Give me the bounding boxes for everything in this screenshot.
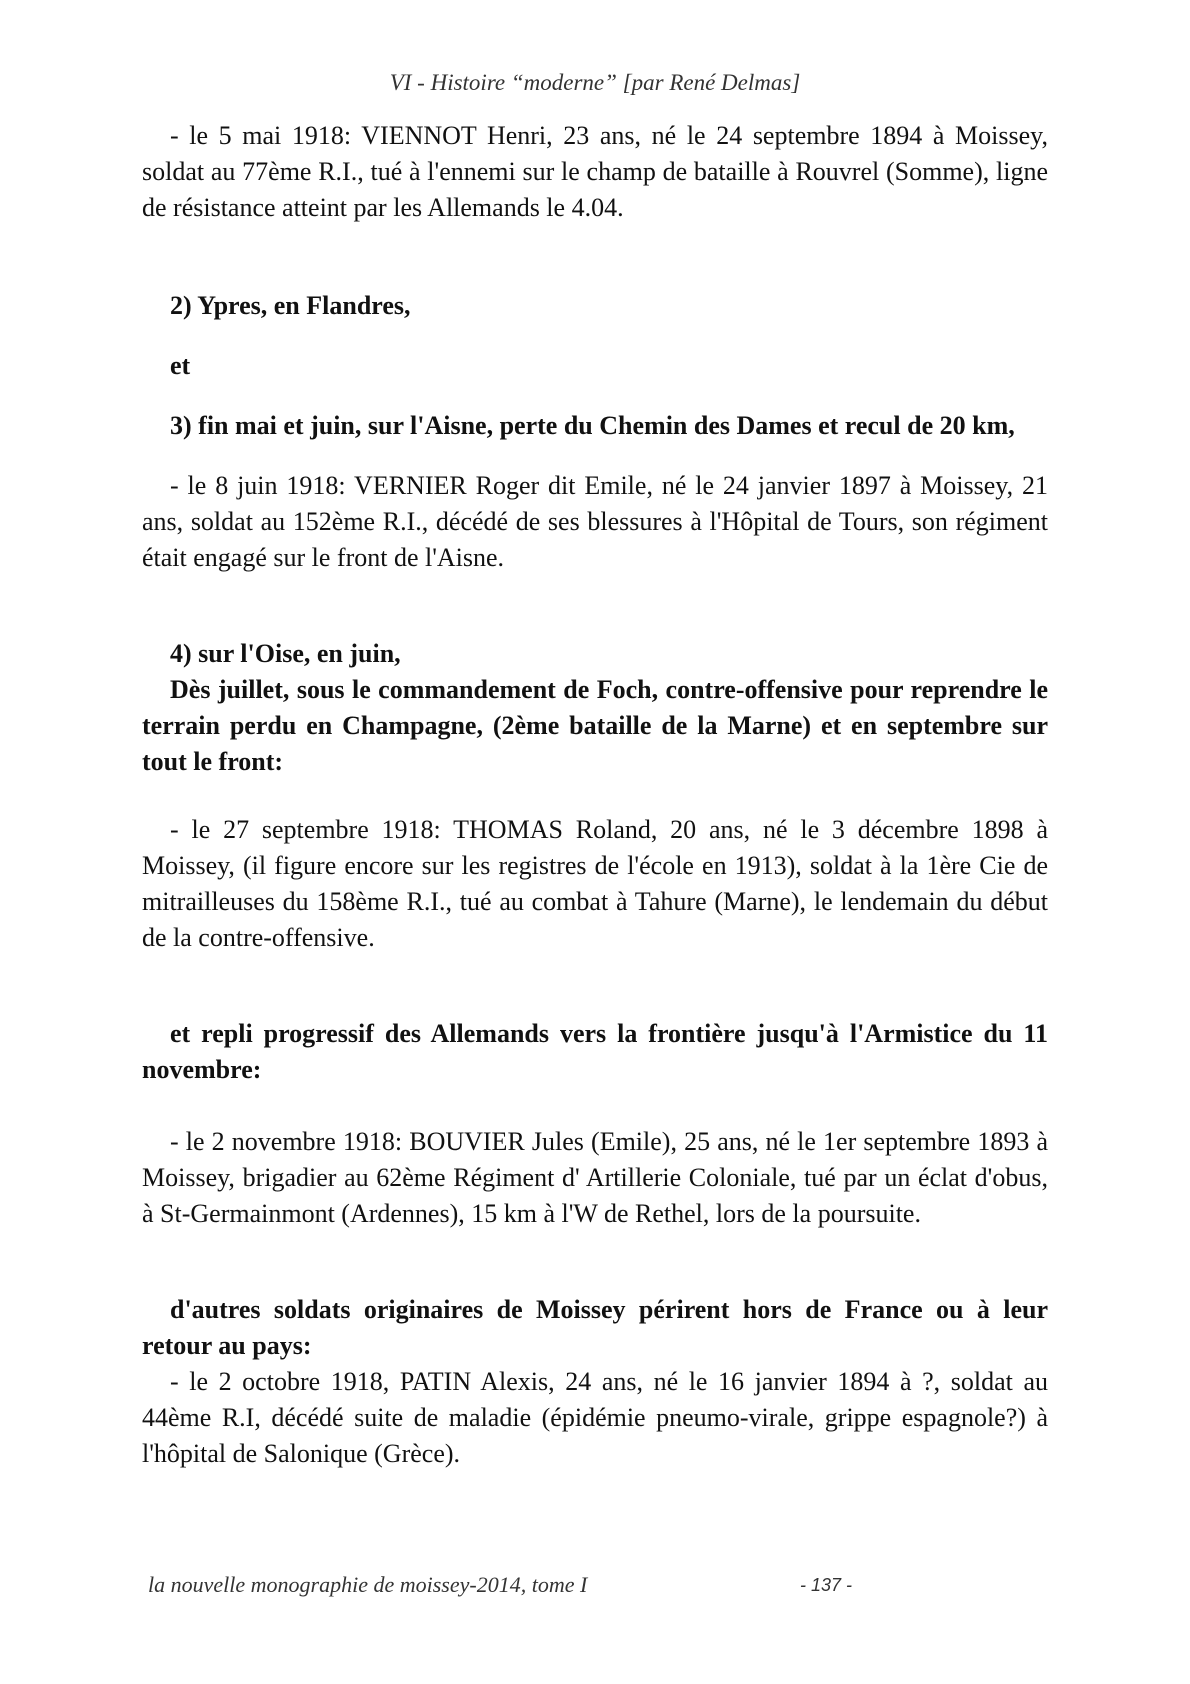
section-heading-armistice: et repli progressif des Allemands vers la frontière jusqu'à l'Armistice du 11 novembre: (142, 1019, 1048, 1084)
section-heading-ypres: 2) Ypres, en Flandres, (170, 291, 411, 320)
entry-vernier: - le 8 juin 1918: VERNIER Roger dit Emile, né le 24 janvier 1897 à Moissey, 21 ans, soldat au 152ème R.I., décédé de ses blessures à l'Hôpital de Tours, son régiment était engagé sur le front de l'Aisne. (142, 471, 1048, 572)
page-body (142, 118, 1048, 1472)
entry-bouvier: - le 2 novembre 1918: BOUVIER Jules (Emile), 25 ans, né le 1er septembre 1893 à Moissey, brigadier au 62ème Régiment d' Artillerie Coloniale, tué par un éclat d'obus, à St-Germainmont (Ardennes), 15 km à l'W de Rethel, lors de la poursuite. (142, 1127, 1048, 1228)
entry-thomas: - le 27 septembre 1918: THOMAS Roland, 20 ans, né le 3 décembre 1898 à Moissey, (il figure encore sur les registres de l'école en 1913), soldat à la 1ère Cie de mitrailleuses du 158ème R.I., tué au combat à Tahure (Marne), le lendemain du début de la contre-offensive. (142, 815, 1048, 952)
section-connector-et: et (170, 351, 191, 380)
section-heading-aisne: 3) fin mai et juin, sur l'Aisne, perte du Chemin des Dames et recul de 20 km, (170, 411, 1015, 440)
footer-book-title: la nouvelle monographie de moissey-2014, tome I (148, 1572, 588, 1597)
section-heading-abroad: d'autres soldats originaires de Moissey périrent hors de France ou à leur retour au pays: (142, 1295, 1048, 1360)
section-heading-counteroffensive: Dès juillet, sous le commandement de Foch, contre-offensive pour reprendre le terrain perdu en Champagne, (2ème bataille de la Marne) et en septembre sur tout le front: (142, 675, 1048, 776)
entry-patin: - le 2 octobre 1918, PATIN Alexis, 24 ans, né le 16 janvier 1894 à ?, soldat au 44ème R.I, décédé suite de maladie (épidémie pneumo-virale, grippe espagnole?) à l'hôpital de Salonique (Grèce). (142, 1367, 1048, 1468)
entry-viennot: - le 5 mai 1918: VIENNOT Henri, 23 ans, né le 24 septembre 1894 à Moissey, soldat au 77ème R.I., tué à l'ennemi sur le champ de bataille à Rouvrel (Somme), ligne de résistance atteint par les Allemands le 4.04. (142, 121, 1048, 222)
section-heading-oise: 4) sur l'Oise, en juin, (170, 639, 401, 668)
page-number: - 137 - (800, 1575, 853, 1595)
running-header: VI - Histoire “moderne” [par René Delmas] (389, 70, 801, 95)
